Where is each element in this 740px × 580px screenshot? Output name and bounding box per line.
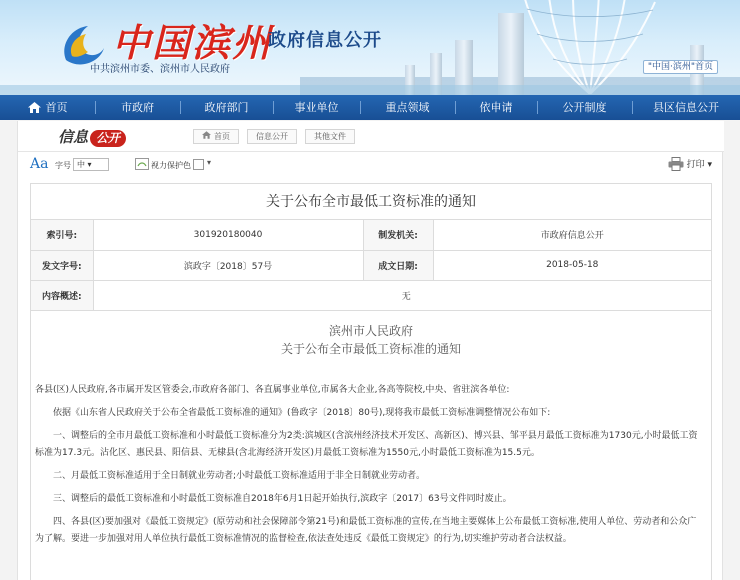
issuing-organ-label: 制发机关: [363, 220, 433, 250]
notice-heading: 关于公布全市最低工资标准的通知 [280, 341, 461, 356]
table-row [31, 250, 711, 280]
nav-item-public-institutions[interactable]: 事业单位 [273, 95, 360, 120]
nav-item-label: 首页 [45, 101, 68, 114]
issuing-organ-value: 市政府信息公开 [433, 220, 711, 250]
section-badge: 公开 [90, 130, 126, 147]
index-number-label: 索引号: [31, 220, 93, 250]
table-row [31, 220, 711, 250]
nav-item-city-government[interactable]: 市政府 [95, 95, 180, 120]
home-icon [28, 102, 41, 113]
water-strip [0, 85, 740, 95]
font-size-value: 中 [77, 160, 85, 169]
sail-sculpture-image [515, 0, 665, 94]
nav-item-county-disclosure[interactable]: 县区信息公开 [632, 95, 740, 120]
section-logo [58, 126, 126, 147]
section-header [18, 121, 724, 152]
breadcrumb [193, 129, 363, 144]
eye-care-color-picker[interactable] [193, 159, 204, 170]
section-label: 信息 [58, 128, 89, 146]
index-number-value: 301920180040 [93, 220, 363, 250]
document-title: 关于公布全市最低工资标准的通知 [31, 184, 711, 220]
chevron-down-icon[interactable]: ▾ [207, 158, 212, 167]
nav-item-home[interactable] [0, 95, 95, 120]
site-title[interactable]: 中国滨州 [112, 20, 273, 65]
document-body [31, 382, 711, 548]
breadcrumb-home[interactable] [193, 129, 239, 144]
body-paragraph: 依据《山东省人民政府关于公布全省最低工资标准的通知》(鲁政字〔2018〕80号),现将我市最低工资标准调整情况公布如下: [53, 407, 551, 418]
document-number-value: 滨政字〔2018〕57号 [93, 250, 363, 280]
font-size-icon: Aa [30, 156, 49, 172]
table-row [31, 280, 711, 310]
eye-care-icon [135, 158, 149, 170]
breadcrumb-info-disclosure[interactable]: 信息公开 [247, 129, 297, 144]
print-label: 打印 [686, 160, 705, 170]
site-banner [0, 0, 740, 95]
reading-toolbar [18, 153, 724, 179]
body-paragraph: 三、调整后的最低工资标准和小时最低工资标准自2018年6月1日起开始执行,滨政字〔2017〕63号文件同时废止。 [53, 493, 512, 504]
content-card [17, 121, 723, 580]
print-button[interactable]: 打印 ▾ [668, 157, 712, 171]
document-metadata-table [31, 220, 711, 311]
written-date-value: 2018-05-18 [433, 250, 711, 280]
printer-icon [668, 157, 684, 171]
eye-care-label: 视力保护色 [151, 161, 191, 170]
summary-label: 内容概述: [31, 280, 93, 310]
body-paragraph: 二、月最低工资标准适用于全日制就业劳动者;小时最低工资标准适用于非全日制就业劳动者。 [53, 470, 426, 481]
font-size-select[interactable]: 中 ▾ [73, 158, 109, 171]
written-date-label: 成文日期: [363, 250, 433, 280]
portal-home-link[interactable]: "中国·滨州"首页 [643, 60, 718, 74]
document-heading [31, 322, 711, 358]
site-subtitle: 政府信息公开 [268, 30, 382, 51]
nav-item-disclosure-rules[interactable]: 公开制度 [537, 95, 632, 120]
issuer-name: 滨州市人民政府 [328, 323, 413, 338]
nav-item-key-areas[interactable]: 重点领域 [360, 95, 455, 120]
main-nav [0, 95, 740, 120]
font-size-label: 字号 [55, 161, 71, 170]
site-caption: 中共滨州市委、滨州市人民政府 [90, 64, 230, 75]
nav-item-on-request[interactable]: 依申请 [455, 95, 537, 120]
salutation: 各县(区)人民政府,各市属开发区管委会,市政府各部门、各直属事业单位,市属各大企业,各高等院校,中央、省驻滨各单位: [35, 384, 510, 395]
document-panel [30, 183, 712, 580]
document-number-label: 发文字号: [31, 250, 93, 280]
body-paragraph: 一、调整后的全市月最低工资标准和小时最低工资标准分为2类:滨城区(含滨州经济技术开发区、高新区)、博兴县、邹平县月最低工资标准为1730元,小时最低工资标准为17.3元。沾化区、惠民县、阳信县、无棣县(含北海经济开发区)月最低工资标准为1550元,小时最低工资标准为15.5元。 [35, 430, 698, 458]
nav-item-government-departments[interactable]: 政府部门 [180, 95, 273, 120]
home-icon [202, 131, 211, 139]
breadcrumb-other-files[interactable]: 其他文件 [305, 129, 355, 144]
breadcrumb-label: 首页 [214, 132, 230, 141]
summary-value: 无 [93, 280, 711, 310]
body-paragraph: 四、各县(区)要加强对《最低工资规定》(原劳动和社会保障部令第21号)和最低工资标准的宣传,在当地主要媒体上公布最低工资标准,使用人单位、劳动者和公众广为了解。要进一步加强对用人单位执行最低工资标准情况的监督检查,依法查处违反《最低工资规定》的行为,切实维护劳动者合法权益。 [35, 516, 697, 544]
